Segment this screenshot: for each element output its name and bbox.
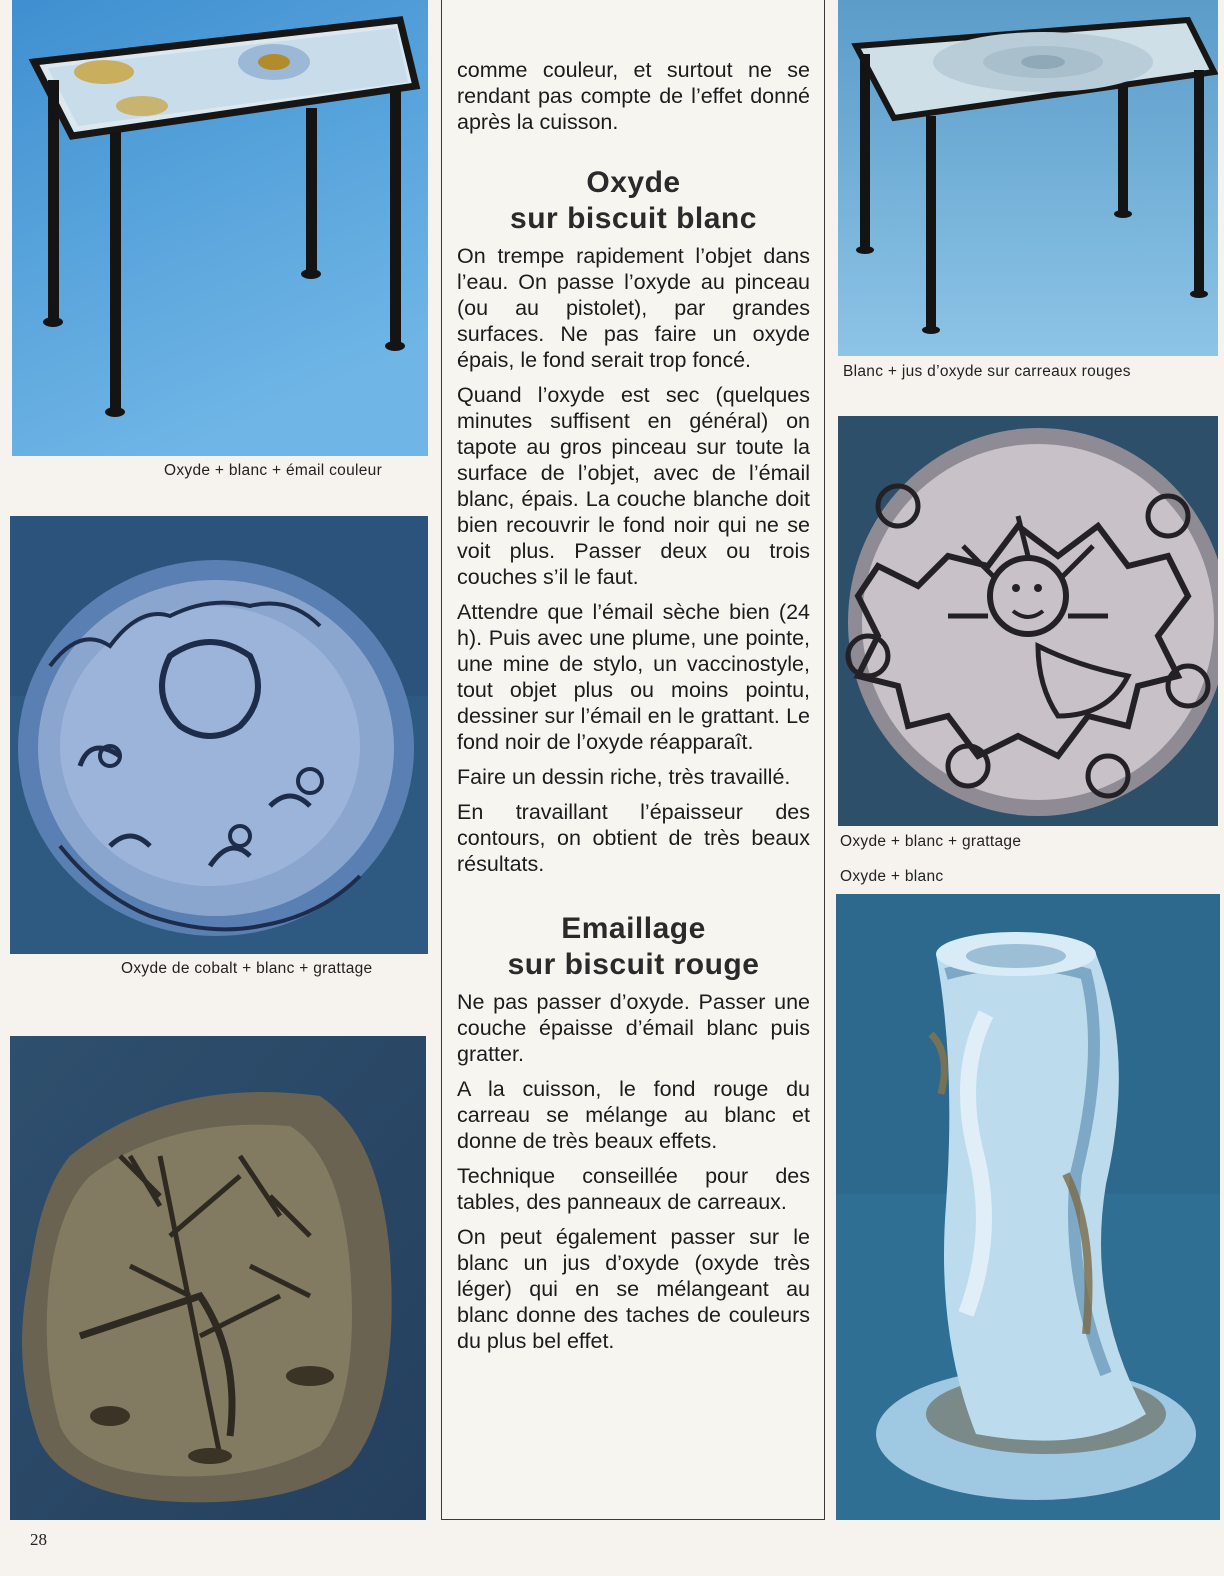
paragraph: En travaillant l’épaisseur des contours, on obtient de très beaux résultats. [457, 800, 810, 876]
section-title-line: Oxyde [586, 166, 681, 199]
section-heading-oxyde [457, 165, 810, 237]
paragraph: Technique conseillée pour des tables, des panneaux de carreaux. [457, 1164, 810, 1214]
section-title-line: Emaillage [561, 912, 706, 945]
photo-tile-table-left [12, 0, 428, 456]
paragraph: Attendre que l’émail sèche bien (24 h). Puis avec une plume, une pointe, une mine de stylo, un vaccinostyle, tout objet plus ou moins pointu, dessiner sur l’émail en le grattant. Le fond noir de l’oxyde réapparaît. [457, 600, 810, 754]
caption-cobalt-plate: Oxyde de cobalt + blanc + grattage [121, 960, 373, 977]
paragraph: Faire un dessin riche, très travaillé. [457, 765, 791, 789]
intro-text: comme couleur, et surtout ne se rendant pas compte de l’effet donné après la cuisson. [457, 58, 810, 134]
caption-table-right: Blanc + jus d’oxyde sur carreaux rouges [843, 363, 1131, 380]
photo-cobalt-plate [10, 516, 428, 954]
paragraph: On trempe rapidement l’objet dans l’eau. On passe l’oxyde au pinceau (ou au pistolet), par grandes surfaces. Ne pas faire un oxyde épais, le fond serait trop foncé. [457, 244, 810, 372]
caption-table-left: Oxyde + blanc + émail couleur [164, 462, 383, 479]
paragraph: On peut également passer sur le blanc un jus d’oxyde (oxyde très léger) qui en se mélangeant au blanc donne des taches de couleurs du plus bel effet. [457, 1225, 810, 1353]
section-heading-emaillage [457, 911, 810, 983]
photo-sun-plate [838, 416, 1218, 826]
photo-tile-table-right [838, 0, 1218, 356]
section-title-line: sur biscuit rouge [507, 948, 760, 981]
caption-sun-plate: Oxyde + blanc + grattage [840, 833, 1022, 850]
section-title-line: sur biscuit blanc [510, 202, 757, 235]
paragraph: Ne pas passer d’oxyde. Passer une couche épaisse d’émail blanc puis gratter. [457, 990, 810, 1066]
caption-vase: Oxyde + blanc [840, 868, 944, 885]
paragraph: A la cuisson, le fond rouge du carreau se mélange au blanc et donne de très beaux effets. [457, 1077, 810, 1153]
photo-engraved-tile [10, 1036, 426, 1520]
photo-vase [836, 894, 1220, 1520]
article-column [441, 0, 825, 1520]
page-number: 28 [30, 1530, 47, 1549]
paragraph: Quand l’oxyde est sec (quelques minutes suffisent en général) on tapote au gros pinceau sur toute la surface de l’objet, avec de l’émail blanc, épais. La couche blanche doit bien recouvrir le fond noir qui ne se voit plus. Passer deux ou trois couches s’il le faut. [457, 383, 810, 589]
